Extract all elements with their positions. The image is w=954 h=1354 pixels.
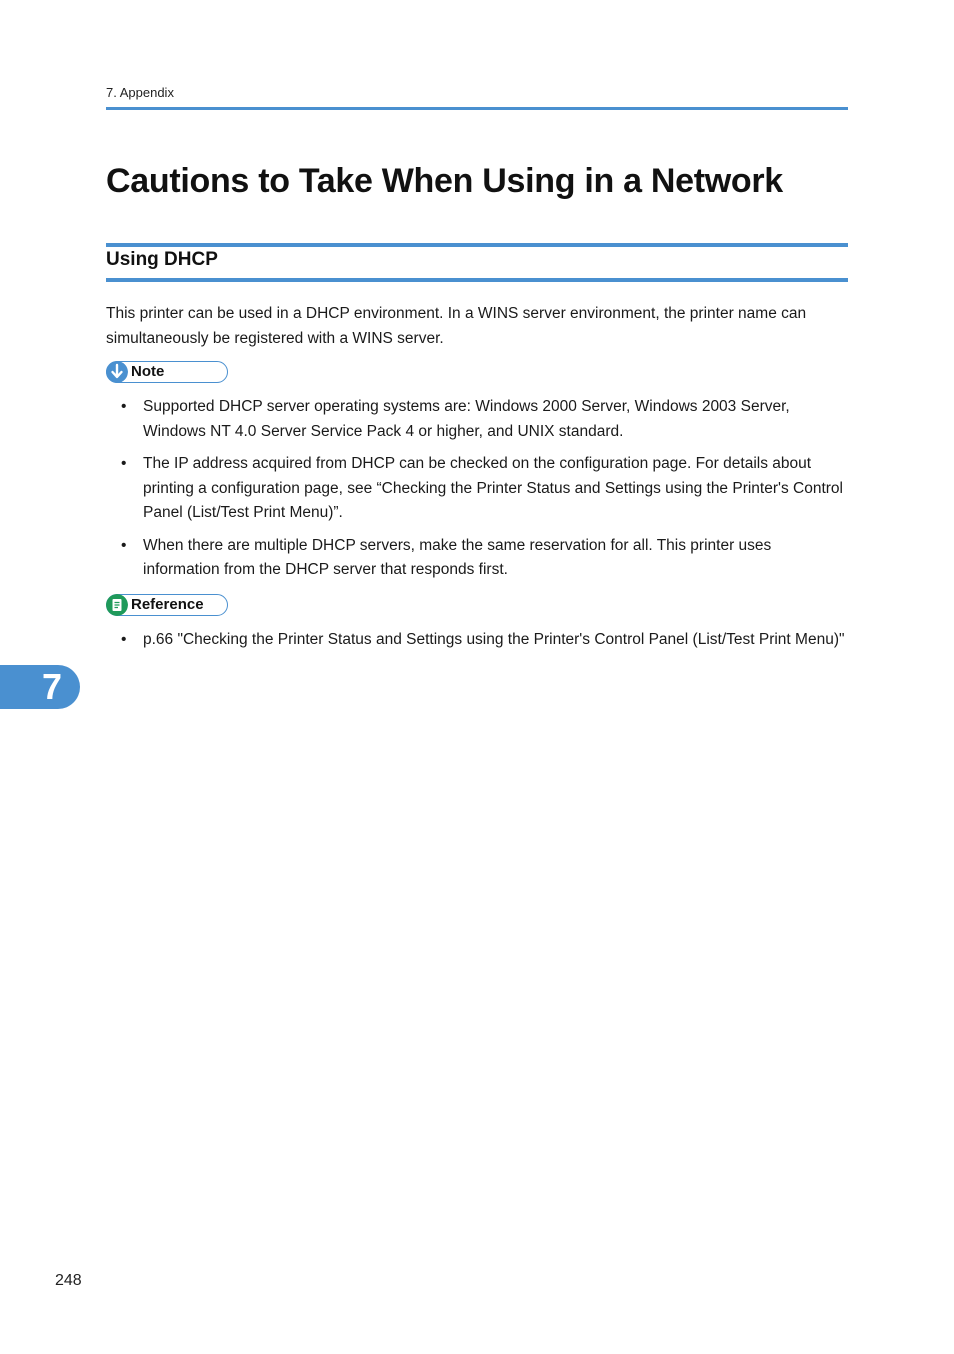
section-rule-top	[106, 243, 848, 247]
down-arrow-icon	[106, 361, 128, 383]
list-item: • The IP address acquired from DHCP can be checked on the configuration page. For details about printing a configuration page, see “Checking the Printer Status and Settings using the Printer's Control Panel (List/Test Print Menu)”.	[106, 452, 848, 526]
reference-label	[106, 594, 228, 616]
chapter-tab	[0, 665, 80, 709]
header-rule	[106, 107, 848, 110]
document-icon	[106, 594, 128, 616]
list-item: • When there are multiple DHCP servers, make the same reservation for all. This printer uses information from the DHCP server that responds first.	[106, 534, 848, 583]
note-label-text: Note	[131, 363, 165, 380]
page-title: Cautions to Take When Using in a Network	[106, 162, 783, 200]
intro-paragraph: This printer can be used in a DHCP environment. In a WINS server environment, the printer name can simultaneously be registered with a WINS server.	[106, 305, 807, 347]
reference-label-text: Reference	[131, 596, 204, 613]
running-header: 7. Appendix	[106, 85, 174, 100]
reference-list	[106, 628, 848, 653]
section-rule-bottom	[106, 278, 848, 282]
note-label	[106, 361, 228, 383]
list-item: • Supported DHCP server operating systems are: Windows 2000 Server, Windows 2003 Server, Windows NT 4.0 Server Service Pack 4 or higher, and UNIX standard.	[106, 395, 848, 444]
chapter-number: 7	[42, 666, 63, 707]
section-title: Using DHCP	[106, 249, 218, 270]
reference-link[interactable]: • p.66 "Checking the Printer Status and Settings using the Printer's Control Panel (List/Test Print Menu)"	[106, 628, 848, 653]
note-list	[106, 395, 848, 591]
page-number: 248	[55, 1272, 82, 1289]
